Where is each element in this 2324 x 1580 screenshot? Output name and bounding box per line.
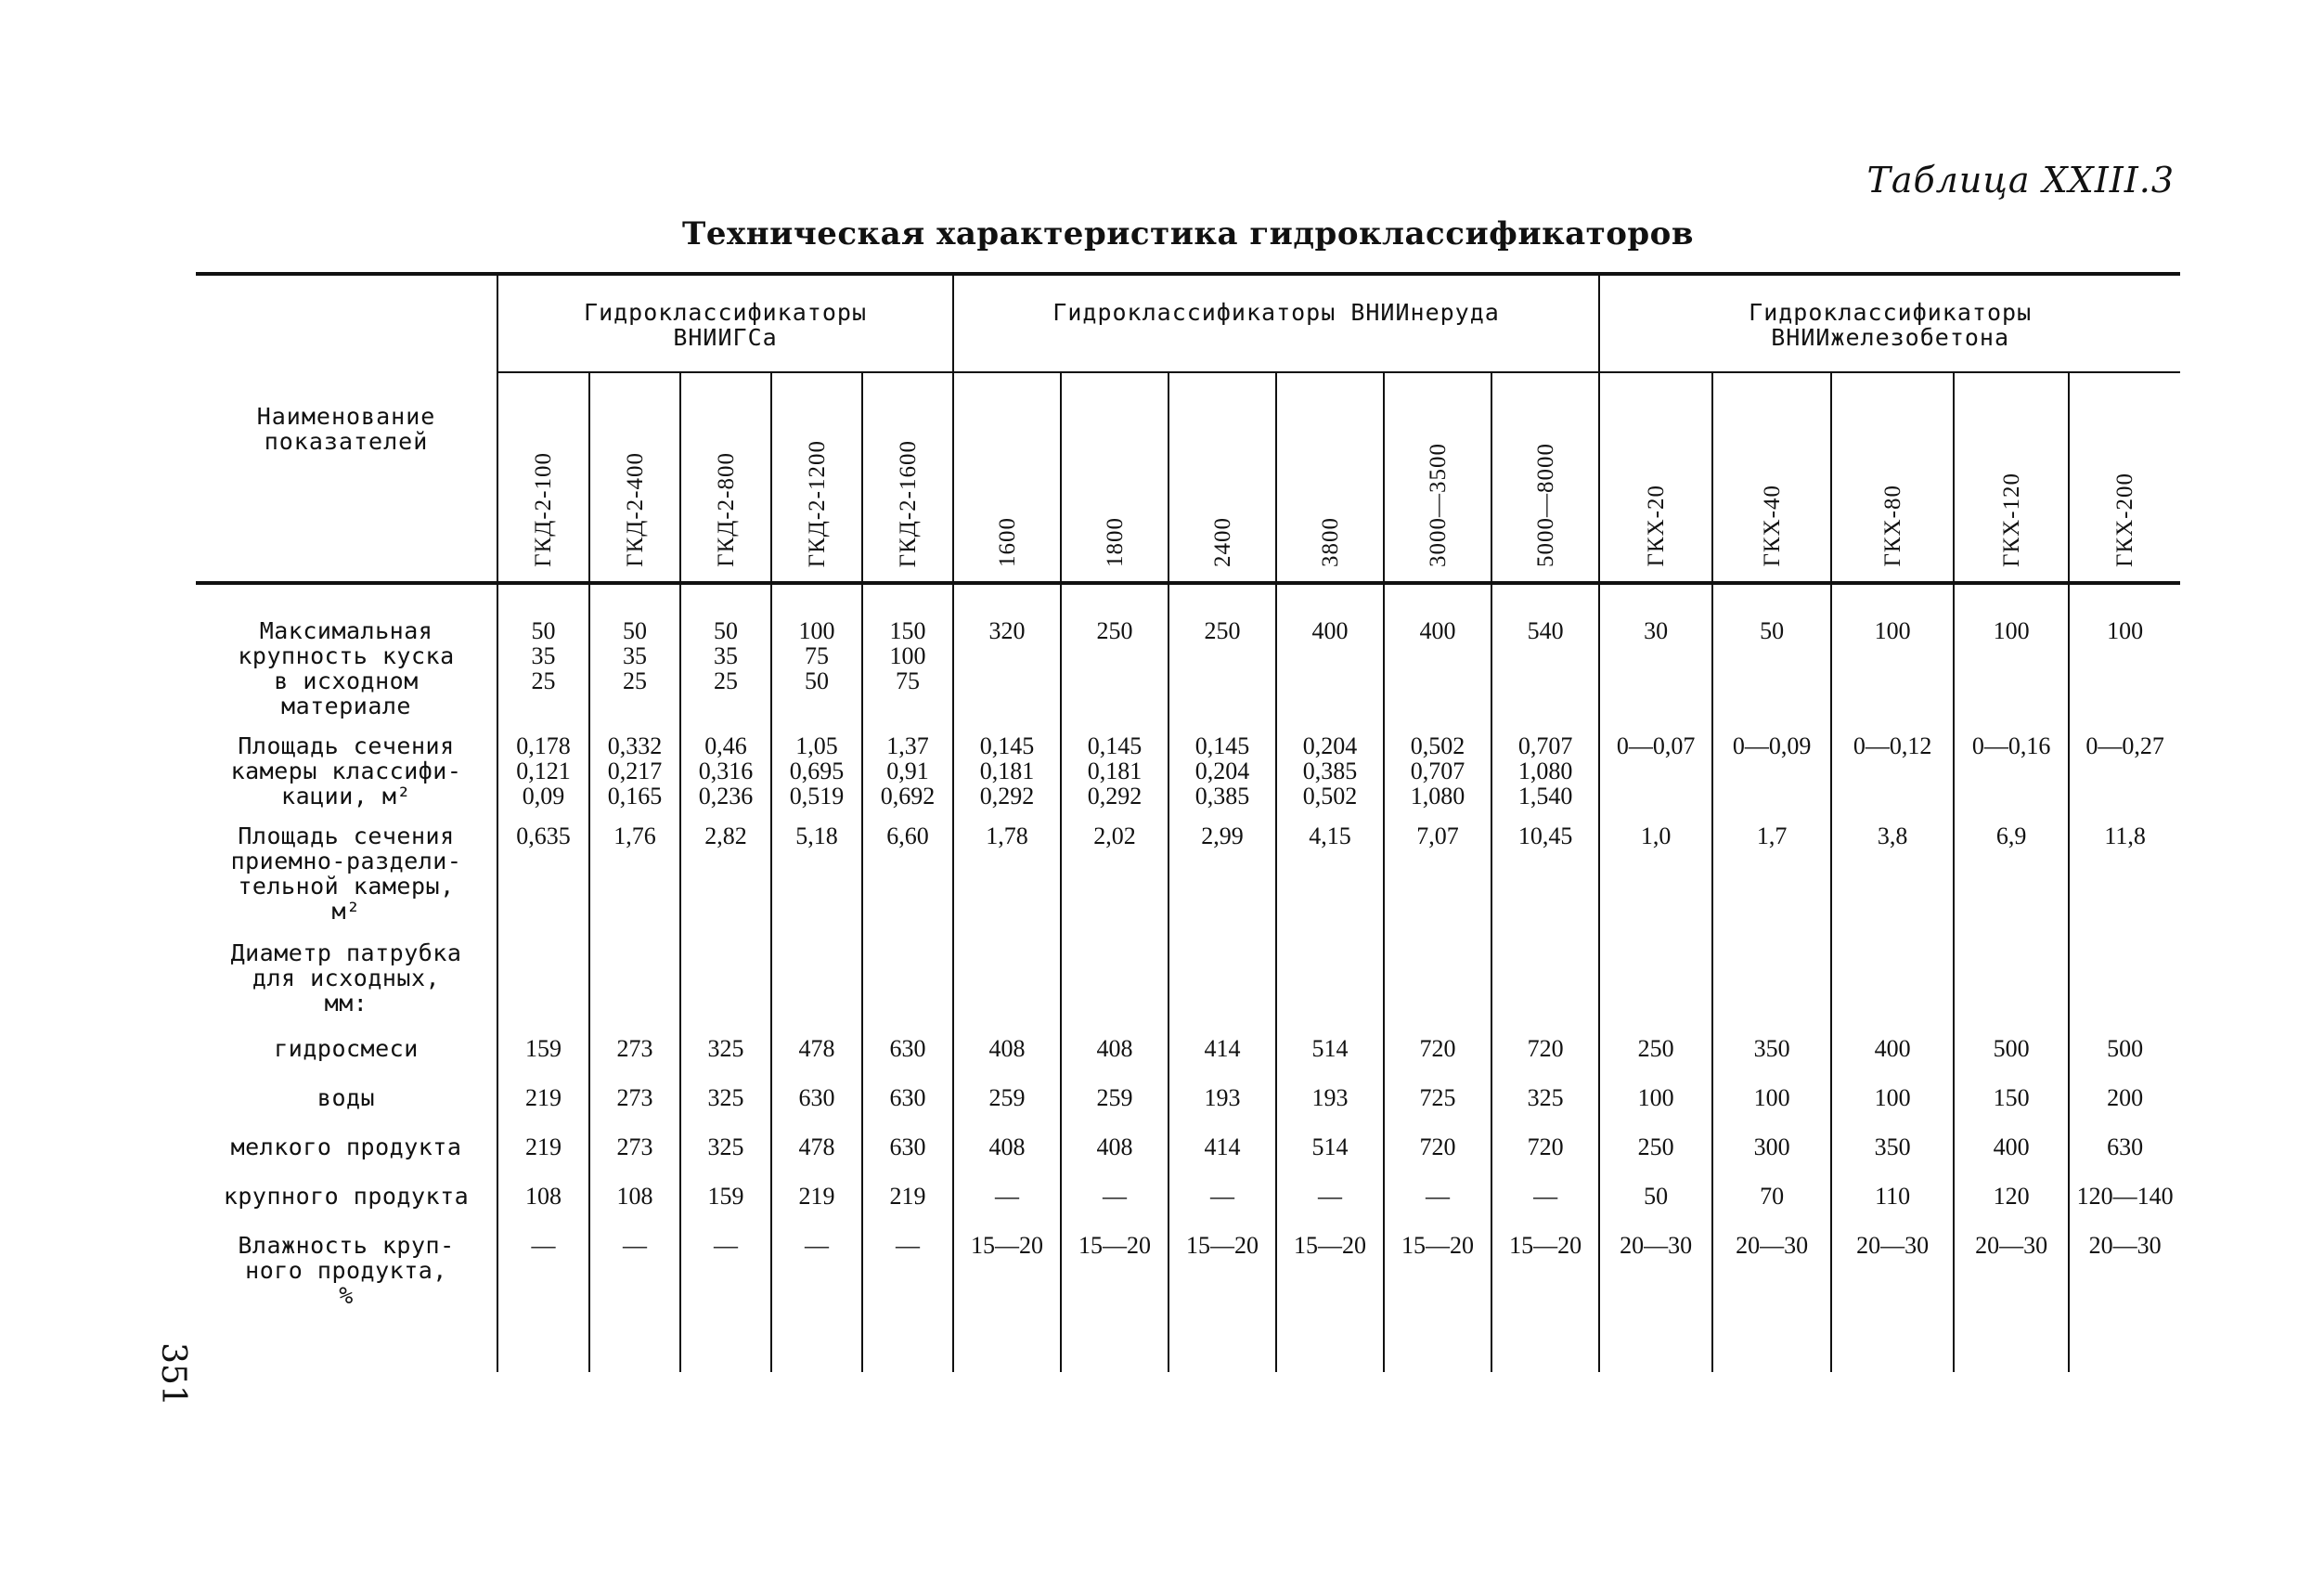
table-cell: 193 [1168, 1085, 1276, 1134]
table-cell: 100 [1831, 1085, 1954, 1134]
table-cell: 0,204 0,385 0,502 [1276, 733, 1384, 823]
row-label: мелкого продукта [196, 1134, 497, 1184]
table-cell: 408 [953, 1134, 1061, 1184]
table-cell: 50 [1712, 618, 1831, 733]
table-cell: 514 [1276, 1134, 1384, 1184]
table-cell: — [589, 1233, 680, 1372]
column-header [1831, 372, 1954, 583]
table-cell: 50 35 25 [589, 618, 680, 733]
column-header [497, 372, 589, 583]
table-title: Техническая характеристика гидроклассификаторов [682, 215, 1694, 253]
table-cell: 2,82 [680, 823, 771, 940]
table-cell: 478 [771, 1036, 862, 1085]
table-cell: 219 [771, 1184, 862, 1233]
table-cell: 630 [862, 1085, 953, 1134]
table-cell: 0,635 [497, 823, 589, 940]
table-cell [1712, 940, 1831, 1036]
table-cell: 720 [1491, 1134, 1599, 1184]
row-label: Площадь сечения приемно-раздели- тельной камеры, м² [196, 823, 497, 940]
table-cell: — [1276, 1184, 1384, 1233]
table-cell: 540 [1491, 618, 1599, 733]
table-cell [1831, 940, 1954, 1036]
table-cell: 408 [1061, 1036, 1168, 1085]
table-cell: 100 [1954, 618, 2069, 733]
column-header [862, 372, 953, 583]
table-cell: 720 [1384, 1036, 1491, 1085]
table-cell [862, 940, 953, 1036]
column-header [1599, 372, 1712, 583]
column-header [1276, 372, 1384, 583]
table-cell: 400 [1276, 618, 1384, 733]
column-header-label: ГКД-2-100 [531, 452, 556, 567]
table-cell: 1,76 [589, 823, 680, 940]
column-header-label: ГКХ-200 [2112, 472, 2138, 567]
column-header [953, 372, 1061, 583]
table-cell: — [862, 1233, 953, 1372]
table-cell: 0,145 0,181 0,292 [953, 733, 1061, 823]
table-cell: 15—20 [953, 1233, 1061, 1372]
table-cell: — [1384, 1184, 1491, 1233]
table-cell: 250 [1061, 618, 1168, 733]
table-cell: 408 [1061, 1134, 1168, 1184]
table-cell: 2,02 [1061, 823, 1168, 940]
column-header [1384, 372, 1491, 583]
table-cell [771, 940, 862, 1036]
group-label: Гидроклассификаторы ВНИИнеруда [1052, 299, 1500, 326]
table-cell: 0,502 0,707 1,080 [1384, 733, 1491, 823]
table-cell: 11,8 [2069, 823, 2180, 940]
table-cell: — [953, 1184, 1061, 1233]
table-cell [680, 940, 771, 1036]
column-header [680, 372, 771, 583]
table-cell: 720 [1491, 1036, 1599, 1085]
table-cell: 15—20 [1168, 1233, 1276, 1372]
table-cell: — [1168, 1184, 1276, 1233]
table-cell: 108 [497, 1184, 589, 1233]
table-cell: 1,78 [953, 823, 1061, 940]
table-cell: 325 [1491, 1085, 1599, 1134]
table-cell: — [497, 1233, 589, 1372]
spacer-row [196, 583, 2180, 618]
table-row [196, 1085, 2180, 1134]
table-row [196, 1184, 2180, 1233]
table-cell: 0,145 0,204 0,385 [1168, 733, 1276, 823]
column-header [1061, 372, 1168, 583]
page-number: 351 [153, 1342, 192, 1406]
table-cell: 100 [2069, 618, 2180, 733]
table-cell: 150 [1954, 1085, 2069, 1134]
table-cell [1599, 940, 1712, 1036]
table-cell: 1,0 [1599, 823, 1712, 940]
column-header-label: ГКД-2-1600 [895, 439, 921, 567]
table-row [196, 1036, 2180, 1085]
row-label: Влажность круп- ного продукта, % [196, 1233, 497, 1372]
group-header-vniizhb [1599, 274, 2180, 372]
row-label: Диаметр патрубка для исходных, мм: [196, 940, 497, 1036]
table-cell: 100 75 50 [771, 618, 862, 733]
table-cell: 6,9 [1954, 823, 2069, 940]
table-cell: 20—30 [1712, 1233, 1831, 1372]
table-cell: 20—30 [1831, 1233, 1954, 1372]
table-cell [1491, 940, 1599, 1036]
table-cell: 30 [1599, 618, 1712, 733]
column-header-label: ГКД-2-800 [713, 452, 739, 567]
table-cell: 630 [862, 1036, 953, 1085]
table-cell: 0,178 0,121 0,09 [497, 733, 589, 823]
column-header-label: ГКХ-40 [1759, 485, 1785, 567]
table-cell [953, 940, 1061, 1036]
table-cell: 0,46 0,316 0,236 [680, 733, 771, 823]
table-label: Таблица XXIII.3 [1866, 160, 2175, 201]
column-header-label: 3800 [1317, 517, 1343, 567]
table-cell: 10,45 [1491, 823, 1599, 940]
table-cell: 250 [1599, 1134, 1712, 1184]
column-header [1491, 372, 1599, 583]
column-header [771, 372, 862, 583]
table-cell: 0—0,09 [1712, 733, 1831, 823]
table-cell: 0,332 0,217 0,165 [589, 733, 680, 823]
table-cell: 70 [1712, 1184, 1831, 1233]
table-cell: 15—20 [1061, 1233, 1168, 1372]
table-cell: 6,60 [862, 823, 953, 940]
table-cell: 350 [1712, 1036, 1831, 1085]
table-cell: 110 [1831, 1184, 1954, 1233]
table-cell: — [1061, 1184, 1168, 1233]
table-cell: 159 [680, 1184, 771, 1233]
table-cell: 259 [953, 1085, 1061, 1134]
table-cell: 5,18 [771, 823, 862, 940]
group-header-vniigs [497, 274, 953, 372]
table-row [196, 823, 2180, 940]
column-header-label: ГКД-2-400 [622, 452, 648, 567]
column-header-label: ГКХ-80 [1879, 485, 1905, 567]
table-cell: 400 [1954, 1134, 2069, 1184]
group-label: Гидроклассификаторы ВНИИГСа [584, 299, 867, 351]
table-cell [1168, 940, 1276, 1036]
table-cell: 20—30 [1599, 1233, 1712, 1372]
table-cell: 100 [1712, 1085, 1831, 1134]
table-cell: 159 [497, 1036, 589, 1085]
table-row [196, 1233, 2180, 1372]
column-header-label: 1600 [994, 517, 1020, 567]
row-label: Максимальная крупность куска в исходном материале [196, 618, 497, 733]
column-header [1712, 372, 1831, 583]
table-cell [1384, 940, 1491, 1036]
table-cell: 408 [953, 1036, 1061, 1085]
table-cell: 100 [1599, 1085, 1712, 1134]
row-label: воды [196, 1085, 497, 1134]
table-cell: 273 [589, 1134, 680, 1184]
table-cell: 725 [1384, 1085, 1491, 1134]
column-header [589, 372, 680, 583]
table-cell: 219 [497, 1134, 589, 1184]
table-cell: 150 100 75 [862, 618, 953, 733]
table-row [196, 733, 2180, 823]
table-cell: 630 [771, 1085, 862, 1134]
table-cell: 50 35 25 [497, 618, 589, 733]
table-cell: 0—0,07 [1599, 733, 1712, 823]
table-cell: 250 [1599, 1036, 1712, 1085]
table-cell [1061, 940, 1168, 1036]
table-cell [1954, 940, 2069, 1036]
table-cell: 273 [589, 1085, 680, 1134]
column-header-label: ГКХ-120 [1998, 472, 2024, 567]
table-cell: 300 [1712, 1134, 1831, 1184]
group-label: Гидроклассификаторы ВНИИжелезобетона [1749, 299, 2033, 351]
column-header-label: ГКХ-20 [1643, 485, 1669, 567]
table-cell: 630 [862, 1134, 953, 1184]
table-cell: 7,07 [1384, 823, 1491, 940]
table-row [196, 940, 2180, 1036]
table-cell: 500 [1954, 1036, 2069, 1085]
table-cell: 3,8 [1831, 823, 1954, 940]
table-cell: 1,7 [1712, 823, 1831, 940]
table-cell [2069, 940, 2180, 1036]
table-cell: 2,99 [1168, 823, 1276, 940]
table-cell: 259 [1061, 1085, 1168, 1134]
table-cell: 320 [953, 618, 1061, 733]
table-cell [589, 940, 680, 1036]
column-header-label: 3000—3500 [1425, 443, 1451, 567]
table-cell: 350 [1831, 1134, 1954, 1184]
table-cell: 15—20 [1384, 1233, 1491, 1372]
table-cell: 325 [680, 1085, 771, 1134]
row-label: крупного продукта [196, 1184, 497, 1233]
group-header-vniinerud [953, 274, 1599, 372]
table-cell: 100 [1831, 618, 1954, 733]
column-header [1168, 372, 1276, 583]
table-cell: 514 [1276, 1036, 1384, 1085]
table-cell: 120—140 [2069, 1184, 2180, 1233]
table-cell: 414 [1168, 1036, 1276, 1085]
row-label: Площадь сечения камеры классифи- кации, м² [196, 733, 497, 823]
column-header-label: 1800 [1102, 517, 1128, 567]
table-cell: 50 35 25 [680, 618, 771, 733]
table-cell [497, 940, 589, 1036]
table-cell: 20—30 [1954, 1233, 2069, 1372]
table-cell: 50 [1599, 1184, 1712, 1233]
table-cell: 250 [1168, 618, 1276, 733]
column-header [1954, 372, 2069, 583]
table-cell: 1,05 0,695 0,519 [771, 733, 862, 823]
table-cell: 400 [1384, 618, 1491, 733]
table-cell [1276, 940, 1384, 1036]
table-cell: 15—20 [1276, 1233, 1384, 1372]
table-cell: 0,707 1,080 1,540 [1491, 733, 1599, 823]
table-cell: 120 [1954, 1184, 2069, 1233]
table-cell: 4,15 [1276, 823, 1384, 940]
table-cell: 15—20 [1491, 1233, 1599, 1372]
table-cell: 0—0,16 [1954, 733, 2069, 823]
table-cell: 325 [680, 1036, 771, 1085]
table-cell: 400 [1831, 1036, 1954, 1085]
table-cell: 500 [2069, 1036, 2180, 1085]
table-cell: 478 [771, 1134, 862, 1184]
table-cell: 0—0,27 [2069, 733, 2180, 823]
table-cell: 200 [2069, 1085, 2180, 1134]
table-cell: — [771, 1233, 862, 1372]
table-cell: 414 [1168, 1134, 1276, 1184]
row-header-label: Наименование показателей [256, 402, 436, 455]
row-header-cell [196, 274, 497, 583]
table-cell: 108 [589, 1184, 680, 1233]
table-cell: 325 [680, 1134, 771, 1184]
column-header [2069, 372, 2180, 583]
column-header-label: 5000—8000 [1532, 443, 1558, 567]
table-row [196, 618, 2180, 733]
table-cell: 630 [2069, 1134, 2180, 1184]
table-cell: 193 [1276, 1085, 1384, 1134]
table-cell: 20—30 [2069, 1233, 2180, 1372]
table-cell: 219 [497, 1085, 589, 1134]
table-cell: 219 [862, 1184, 953, 1233]
column-header-label: ГКД-2-1200 [804, 439, 830, 567]
table-cell: 1,37 0,91 0,692 [862, 733, 953, 823]
characteristics-table [196, 272, 2180, 1372]
table-cell: — [1491, 1184, 1599, 1233]
column-header-label: 2400 [1209, 517, 1235, 567]
table-cell: 720 [1384, 1134, 1491, 1184]
table-cell: 0,145 0,181 0,292 [1061, 733, 1168, 823]
row-label: гидросмеси [196, 1036, 497, 1085]
table-row [196, 1134, 2180, 1184]
table-cell: — [680, 1233, 771, 1372]
table-cell: 273 [589, 1036, 680, 1085]
table-cell: 0—0,12 [1831, 733, 1954, 823]
